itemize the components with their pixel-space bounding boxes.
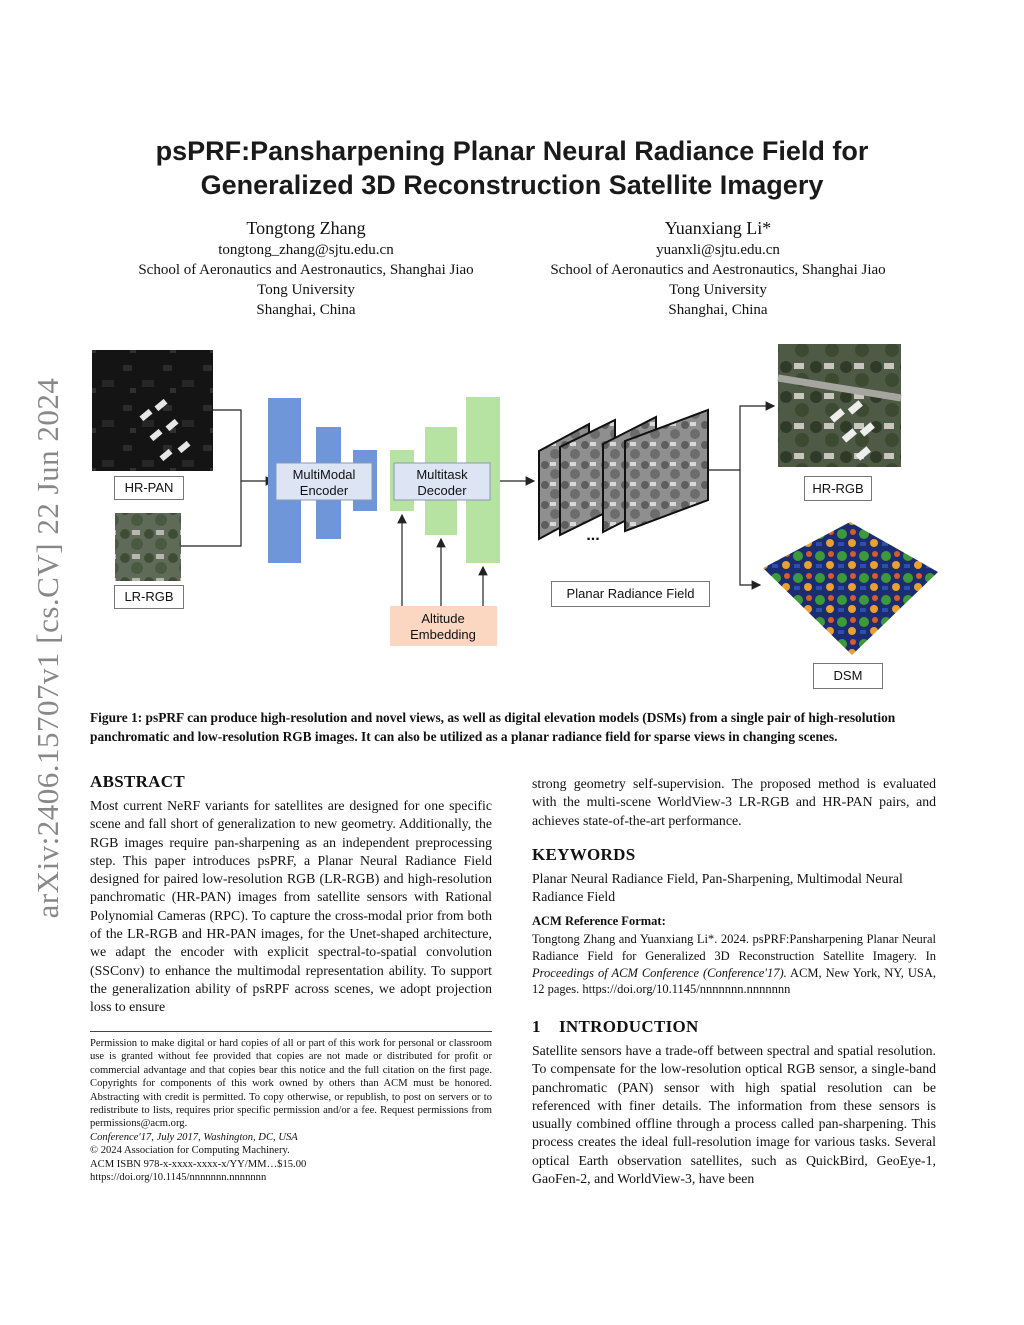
hr-rgb-image bbox=[778, 344, 901, 467]
label-hr-pan: HR-PAN bbox=[114, 476, 184, 500]
lr-rgb-image bbox=[115, 513, 181, 581]
decoder-label-line-2: Decoder bbox=[417, 483, 467, 498]
arrow-to-dsm bbox=[740, 470, 760, 585]
permission-notice: Permission to make digital or hard copies of all or part of this work for personal or classroom use is granted without fee provided that copies are not made or distributed for profit or commercial advantage and that copies bear this notice and the full citation on the first page. Copyrights for components of this work owned by others than ACM must be honored. Abstracting with credit is permitted. To copy otherwise, or republish, to post on servers or to redistribute to lists, requires prior specific permission and/or a fee. Request permissions from permissions@acm.org. bbox=[90, 1038, 492, 1130]
doi-line: https://doi.org/10.1145/nnnnnnn.nnnnnnn bbox=[90, 1172, 267, 1184]
radiance-planes bbox=[539, 410, 708, 539]
author-email: tongtong_zhang@sjtu.edu.cn bbox=[218, 242, 394, 258]
arrow-to-hr-rgb bbox=[708, 406, 774, 470]
keywords-heading: KEYWORDS bbox=[532, 845, 636, 864]
decoder-label-line-1: Multitask bbox=[416, 467, 468, 482]
abstract-heading: ABSTRACT bbox=[90, 772, 185, 791]
conference-info: Conference'17, July 2017, Washington, DC, USA bbox=[90, 1131, 298, 1143]
abstract-text-continued: strong geometry self-supervision. The proposed method is evaluated with the multi-scene WorldView-3 LR-RGB and HR-PAN pairs, and achieves state-of-the-art performance. bbox=[532, 776, 936, 828]
author-affiliation: School of Aeronautics and Aestronautics, Shanghai Jiao bbox=[550, 262, 886, 278]
author-email: yuanxli@sjtu.edu.cn bbox=[656, 242, 780, 258]
encoder-label-line-1: MultiModal bbox=[292, 467, 356, 482]
title-line-2: Generalized 3D Reconstruction Satellite Imagery bbox=[200, 170, 824, 200]
author-location: Shanghai, China bbox=[668, 302, 768, 318]
acm-reference-text bbox=[532, 931, 936, 998]
introduction-heading: 1 INTRODUCTION bbox=[532, 1017, 699, 1036]
label-lr-rgb: LR-RGB bbox=[114, 585, 184, 609]
keywords-text: Planar Neural Radiance Field, Pan-Sharpening, Multimodal Neural Radiance Field bbox=[532, 871, 903, 905]
author-location: Shanghai, China bbox=[256, 302, 356, 318]
author-affiliation: Tong University bbox=[669, 282, 767, 298]
acm-reference-authors: Tongtong Zhang and Yuanxiang Li*. 2024. psPRF:Pansharpening Planar Neural Radiance Field for Generalized 3D Reconstruction Satellite Imagery. In bbox=[532, 932, 936, 963]
acm-reference-publisher: ACM, New York, NY, USA, 12 pages. https://doi.org/10.1145/nnnnnnn.nnnnnnn bbox=[532, 965, 936, 997]
title-line-1: psPRF:Pansharpening Planar Neural Radiance Field for bbox=[155, 136, 869, 166]
arrow-lr-rgb-to-encoder bbox=[181, 481, 241, 546]
author-name: Tongtong Zhang bbox=[246, 218, 366, 238]
acm-reference-venue: Proceedings of ACM Conference (Conference'17). bbox=[532, 965, 787, 980]
acm-reference-heading: ACM Reference Format: bbox=[532, 914, 666, 928]
encoder-label-line-2: Encoder bbox=[299, 483, 349, 498]
dsm-surface bbox=[763, 522, 938, 655]
author-affiliation: School of Aeronautics and Aestronautics, Shanghai Jiao bbox=[138, 262, 474, 278]
introduction-text: Satellite sensors have a trade-off between spectral and spatial resolution. To compensate for the low-resolution optical RGB sensor, a single-band panchromatic (PAN) sensor with high spatial resolution can be referenced with finer details. The information from these sensors is usually combined offline through a process called pan-sharpening. This process creates the ideal full-resolution image for various tasks. Several optical Earth observation satellites, such as QuickBird, GeoEye-1, GaoFen-2, and WorldView-3, have been bbox=[532, 1043, 936, 1187]
footnote-rule bbox=[90, 1031, 492, 1032]
isbn-line: ACM ISBN 978-x-xxxx-xxxx-x/YY/MM…$15.00 bbox=[90, 1158, 307, 1170]
copyright-line: © 2024 Association for Computing Machinery. bbox=[90, 1145, 290, 1157]
altitude-label-line-1: Altitude bbox=[421, 611, 465, 626]
author-name: Yuanxiang Li* bbox=[664, 218, 772, 238]
planes-ellipsis: ... bbox=[586, 527, 600, 544]
abstract-text: Most current NeRF variants for satellites are designed for one specific scene and fall short of generalization to new geometry. Additionally, the RGB images require pan-sharpening as an independent preprocessing step. This paper introduces psPRF, a Planar Neural Radiance Field designed for paired low-resolution RGB (LR-RGB) and high-resolution panchromatic (HR-PAN) images from satellite sensors with Rational Polynomial Cameras (RPC). To capture the cross-modal prior from both of the LR-RGB and HR-PAN images, for the Unet-shaped architecture, we adapt the encoder with explicit spectral-to-spatial convolution (SSConv) to enhance the multimodal representation ability. To support the generalization ability of psRPF across scenes, we adopt projection loss to ensure bbox=[90, 798, 492, 1015]
label-planar-radiance-field: Planar Radiance Field bbox=[551, 581, 710, 607]
author-affiliation: Tong University bbox=[257, 282, 355, 298]
label-dsm: DSM bbox=[813, 663, 883, 689]
copyright-footnote bbox=[90, 1037, 492, 1184]
figure-caption: Figure 1: psPRF can produce high-resolution and novel views, as well as digital elevation models (DSMs) from a single pair of high-resolution panchromatic and low-resolution RGB images. It can also be utilized as a planar radiance field for sparse views in changing scenes. bbox=[90, 710, 896, 744]
label-hr-rgb: HR-RGB bbox=[804, 476, 872, 501]
arxiv-identifier: arXiv:2406.15707v1 [cs.CV] 22 Jun 2024 bbox=[30, 377, 65, 919]
hr-pan-image bbox=[92, 350, 213, 471]
altitude-label-line-2: Embedding bbox=[410, 627, 476, 642]
arrow-hr-pan-to-encoder bbox=[213, 410, 274, 481]
